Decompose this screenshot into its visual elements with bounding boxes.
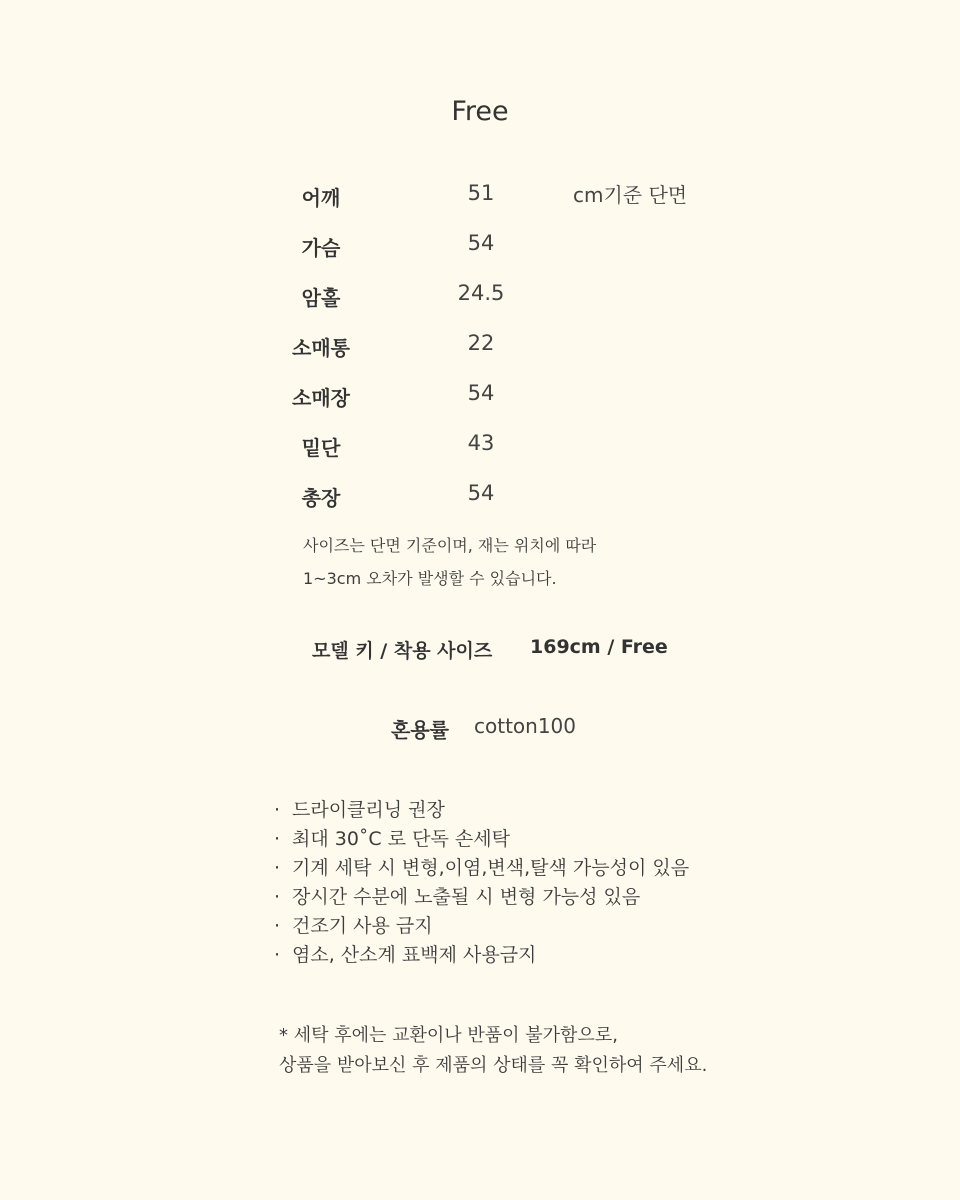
model-value: 169cm / Free	[530, 636, 668, 658]
material-label: 혼용률	[391, 718, 449, 742]
care-item	[274, 853, 689, 880]
care-item	[274, 824, 510, 851]
measure-value-shoulder: 51	[467, 181, 495, 205]
bullet-icon: ·	[274, 799, 281, 821]
care-item	[274, 911, 433, 938]
bullet-icon: ·	[274, 828, 281, 850]
care-item	[274, 882, 640, 909]
care-item-text: 장시간 수분에 노출될 시 변형 가능성 있음	[292, 886, 641, 908]
care-item-text: 염소, 산소계 표백제 사용금지	[292, 944, 537, 966]
care-item-text: 드라이클리닝 권장	[292, 799, 445, 821]
measure-label-sleeve-length: 소매장	[292, 386, 350, 410]
bullet-icon: ·	[274, 857, 281, 879]
warning-line2: 상품을 받아보신 후 제품의 상태를 꼭 확인하여 주세요.	[279, 1055, 708, 1076]
measure-value-total-length: 54	[467, 481, 495, 505]
measure-value-sleeve-length: 54	[467, 381, 495, 405]
care-item-text: 최대 30˚C 로 단독 손세탁	[292, 828, 510, 850]
care-item-text: 건조기 사용 금지	[292, 915, 433, 937]
measure-value-sleeve-width: 22	[467, 331, 495, 355]
unit-note: cm기준 단면	[573, 183, 688, 207]
size-title: Free	[451, 96, 509, 127]
model-label: 모델 키 / 착용 사이즈	[312, 640, 493, 662]
measure-label-total-length: 총장	[301, 486, 341, 510]
measure-label-shoulder: 어깨	[301, 186, 341, 210]
care-item	[274, 940, 536, 967]
bullet-icon: ·	[274, 915, 281, 937]
care-item	[274, 795, 445, 822]
measure-value-chest: 54	[467, 231, 495, 255]
care-item-text: 기계 세탁 시 변형,이염,변색,탈색 가능성이 있음	[292, 857, 690, 879]
measure-label-armhole: 암홀	[301, 286, 341, 310]
bullet-icon: ·	[274, 944, 281, 966]
measure-label-hem: 밑단	[301, 436, 341, 460]
measure-label-chest: 가슴	[301, 236, 341, 260]
material-value: cotton100	[474, 714, 577, 738]
measure-value-armhole: 24.5	[457, 281, 505, 305]
measure-value-hem: 43	[467, 431, 495, 455]
size-note-line1: 사이즈는 단면 기준이며, 재는 위치에 따라	[303, 536, 597, 555]
bullet-icon: ·	[274, 886, 281, 908]
warning-line1: * 세탁 후에는 교환이나 반품이 불가함으로,	[279, 1025, 618, 1046]
measure-label-sleeve-width: 소매통	[292, 336, 350, 360]
size-note-line2: 1~3cm 오차가 발생할 수 있습니다.	[303, 569, 557, 588]
